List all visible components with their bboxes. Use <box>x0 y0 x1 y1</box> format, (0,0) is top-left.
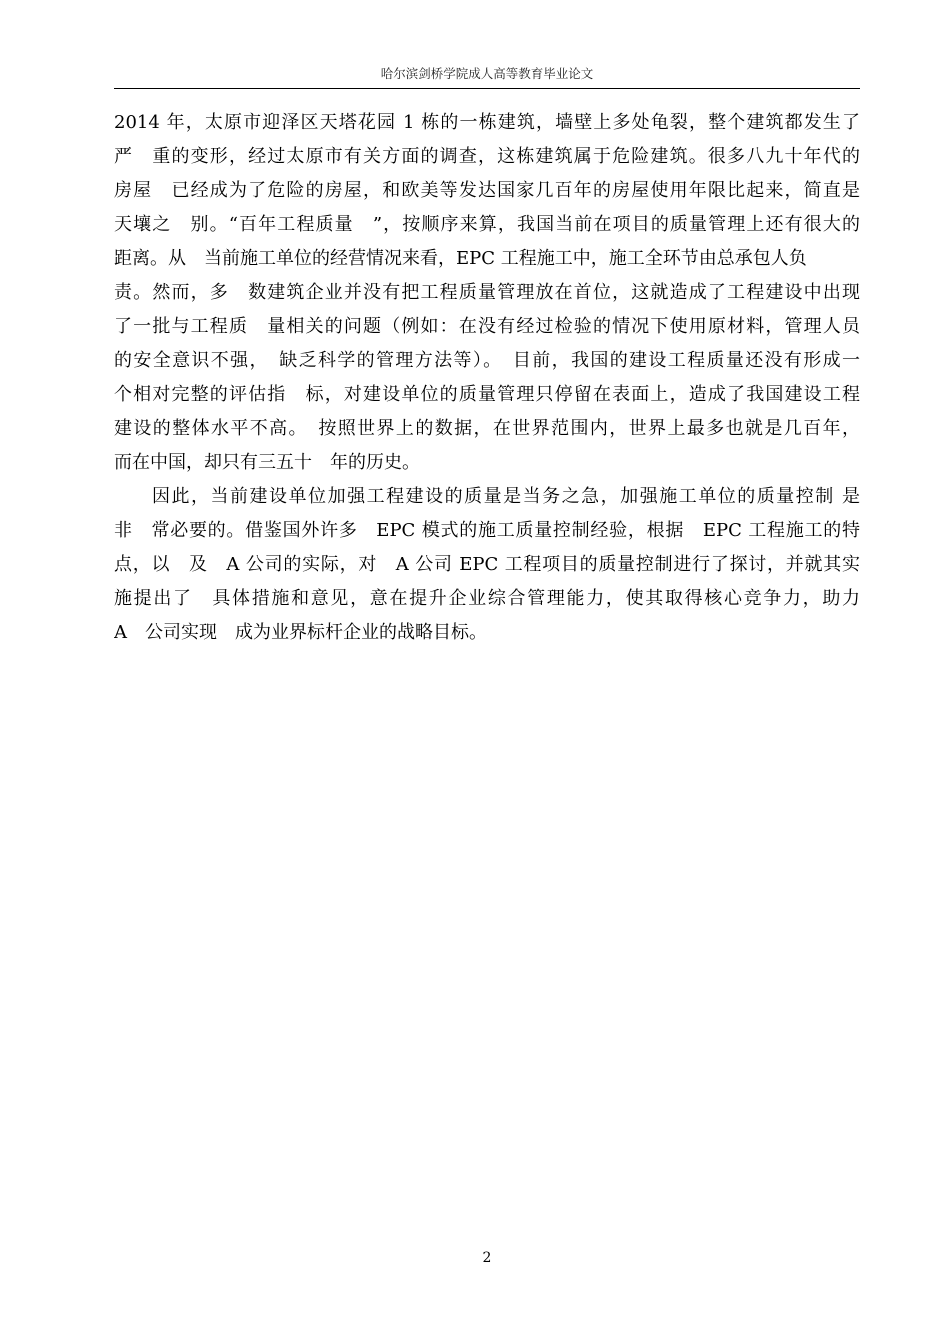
text-line: A 公司实现 成为业界标杆企业的战略目标。 <box>114 622 487 643</box>
text-line: 点，以 及 A 公司的实际，对 A 公司 EPC 工程项目的质量控制进行了探讨，并就其实 <box>114 554 860 575</box>
header-divider <box>114 88 860 89</box>
text-line: 了一批与工程质 量相关的问题（例如：在没有经过检验的情况下使用原材料，管理人员 <box>114 316 860 337</box>
text-line: 距离。从 当前施工单位的经营情况来看，EPC 工程施工中，施工全环节由总承包人负 <box>114 248 807 269</box>
text-line: 施提出了 具体措施和意见，意在提升企业综合管理能力，使其取得核心竞争力，助力 <box>114 588 860 609</box>
text-line: 房屋 已经成为了危险的房屋，和欧美等发达国家几百年的房屋使用年限比起来，简直是 <box>114 180 860 201</box>
text-line: 责。然而，多 数建筑企业并没有把工程质量管理放在首位，这就造成了工程建设中出现 <box>114 282 860 303</box>
text-line: 建设的整体水平不高。 按照世界上的数据，在世界范围内，世界上最多也就是几百年， <box>114 418 860 439</box>
body-text <box>114 106 860 650</box>
text-line: 严 重的变形，经过太原市有关方面的调查，这栋建筑属于危险建筑。很多八九十年代的 <box>114 146 860 167</box>
page-header: 哈尔滨剑桥学院成人高等教育毕业论文 <box>380 66 594 81</box>
text-line: 个相对完整的评估指 标，对建设单位的质量管理只停留在表面上，造成了我国建设工程 <box>114 384 860 405</box>
page-number: 2 <box>482 1250 492 1266</box>
text-line: 天壤之 别。“百年工程质量 ”，按顺序来算，我国当前在项目的质量管理上还有很大的 <box>114 214 860 235</box>
text-line: 2014 年，太原市迎泽区天塔花园 1 栋的一栋建筑，墙壁上多处龟裂，整个建筑都发生了 <box>114 112 860 133</box>
text-line: 非 常必要的。借鉴国外许多 EPC 模式的施工质量控制经验，根据 EPC 工程施工的特 <box>114 520 860 541</box>
text-line: 的安全意识不强， 缺乏科学的管理方法等）。 目前，我国的建设工程质量还没有形成一 <box>114 350 860 371</box>
text-line: 因此，当前建设单位加强工程建设的质量是当务之急，加强施工单位的质量控制 是 <box>152 486 860 507</box>
text-line: 而在中国，却只有三五十 年的历史。 <box>114 452 420 473</box>
